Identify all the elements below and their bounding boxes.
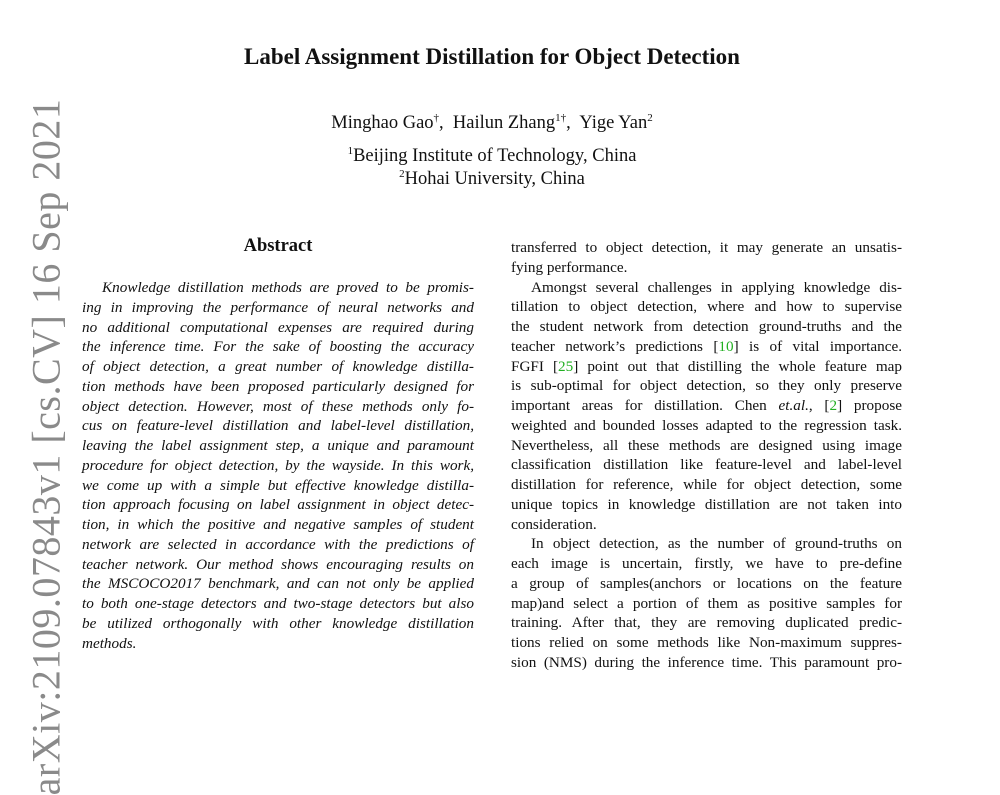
body-line bbox=[511, 337, 902, 357]
abstract-heading: Abstract bbox=[243, 236, 313, 256]
body-line bbox=[511, 534, 902, 554]
body-line bbox=[511, 613, 902, 633]
abstract-line: cus on feature-level distillation and label-level distillation, bbox=[82, 417, 474, 435]
body-line bbox=[511, 574, 902, 594]
body-line bbox=[511, 455, 902, 475]
abstract-line: tion, in which the positive and negative samples of student bbox=[82, 516, 474, 533]
text-segment: tillation to object detection, where and how to supervise bbox=[511, 298, 902, 316]
affiliation-name: Beijing Institute of Technology, China bbox=[353, 146, 637, 167]
text-segment: teacher network’s predictions [ bbox=[511, 337, 719, 355]
text-segment: sion (NMS) during the inference time. This paramount pro- bbox=[511, 653, 902, 671]
body-line bbox=[511, 357, 902, 377]
author-name: Hailun Zhang bbox=[452, 113, 556, 134]
arxiv-identifier: arXiv:2109.07843v1 [cs.CV] 16 Sep 2021 bbox=[23, 98, 69, 795]
body-line bbox=[511, 238, 902, 258]
abstract-line: tion methods have been proposed particularly designed for bbox=[82, 377, 474, 395]
text-segment: Amongst several challenges in applying knowledge dis- bbox=[531, 278, 902, 296]
body-line bbox=[511, 475, 902, 495]
author-name: Minghao Gao bbox=[331, 113, 434, 134]
text-segment: important areas for distillation. Chen bbox=[511, 397, 779, 414]
citation-link[interactable]: 10 bbox=[718, 337, 734, 355]
body-line bbox=[511, 436, 902, 456]
author-mark: † bbox=[433, 112, 440, 124]
text-segment: unique topics in knowledge distillation are not taken into bbox=[511, 495, 902, 513]
body-line bbox=[511, 633, 902, 653]
body-line bbox=[511, 258, 902, 278]
body-line bbox=[511, 317, 902, 337]
abstract-line: ing in improving the performance of neural networks and bbox=[82, 298, 474, 316]
affiliation-name: Hohai University, China bbox=[404, 169, 585, 190]
affiliation-mark: 1 bbox=[347, 145, 354, 157]
text-segment: ] is of vital importance. bbox=[733, 337, 902, 355]
author-mark: 2 bbox=[647, 112, 653, 124]
italic-text: et.al. bbox=[778, 397, 809, 414]
body-line bbox=[511, 554, 902, 574]
abstract-line: be utilized orthogonally with other knowledge distillation bbox=[82, 614, 474, 632]
text-segment: ] propose bbox=[837, 397, 902, 414]
body-line bbox=[511, 653, 902, 673]
citation-link[interactable]: 2 bbox=[829, 397, 838, 414]
author-list: Minghao Gao†, Hailun Zhang$^{1\dagger}$, Yige Yan$^2$ bbox=[331, 112, 653, 134]
text-segment: each image is uncertain, firstly, we have to pre-define bbox=[511, 555, 902, 572]
abstract-line: leaving the label assignment step, a unique and paramount bbox=[82, 437, 474, 454]
abstract-line: methods. bbox=[82, 634, 137, 652]
text-segment: FGFI [ bbox=[511, 357, 559, 375]
body-line bbox=[511, 278, 902, 298]
body-line bbox=[511, 297, 902, 317]
text-segment: consideration. bbox=[511, 515, 597, 533]
text-segment: In object detection, as the number of ground-truths on bbox=[531, 535, 902, 553]
text-segment: the student network from detection ground-truths and the bbox=[511, 318, 902, 335]
abstract-line: we come up with a simple but effective knowledge distilla- bbox=[82, 476, 474, 494]
text-segment: ] point out that distilling the whole feature map bbox=[573, 357, 903, 375]
text-segment: map)and select a portion of them as positive samples for bbox=[511, 594, 902, 612]
abstract-line: no additional computational expenses are required during bbox=[82, 318, 474, 336]
text-segment: classification distillation like feature-level and label-level bbox=[511, 456, 902, 474]
text-segment: training. After that, they are removing duplicated predic- bbox=[511, 614, 902, 632]
abstract-line: the inference time. For the sake of boosting the accuracy bbox=[82, 338, 474, 356]
abstract-line: tion approach focusing on label assignment in object detec- bbox=[82, 496, 474, 514]
abstract-line: the MSCOCO2017 benchmark, and can not only be applied bbox=[82, 575, 474, 593]
text-segment: fying performance. bbox=[511, 258, 628, 276]
author-mark: 1† bbox=[555, 112, 567, 124]
body-line bbox=[511, 495, 902, 515]
paper-title: Label Assignment Distillation for Object Detection bbox=[244, 44, 740, 69]
text-segment: , [ bbox=[808, 397, 830, 414]
body-line bbox=[511, 376, 902, 396]
body-line bbox=[511, 416, 902, 436]
text-segment: distillation for reference, while for object detection, some bbox=[511, 476, 902, 493]
text-segment: tions relied on some methods like Non-maximum suppres- bbox=[511, 634, 902, 651]
abstract-line: of object detection, a great number of knowledge distilla- bbox=[82, 358, 474, 375]
text-segment: transferred to object detection, it may generate an unsatis- bbox=[511, 239, 902, 256]
abstract-line: to both one-stage detectors and two-stage detectors but also bbox=[82, 595, 474, 612]
abstract-line: teacher network. Our method shows encouraging results on bbox=[82, 555, 474, 573]
text-segment: is sub-optimal for object detection, so they only preserve bbox=[511, 377, 902, 395]
abstract-line: procedure for object detection, by the wayside. In this work, bbox=[82, 456, 474, 474]
text-segment: Nevertheless, all these methods are designed using image bbox=[511, 436, 902, 454]
affiliation bbox=[0, 145, 984, 167]
body-line bbox=[511, 396, 902, 416]
body-line bbox=[511, 594, 902, 614]
affiliation bbox=[0, 168, 984, 190]
abstract-line: Knowledge distillation methods are proved to be promis- bbox=[102, 279, 474, 296]
abstract-line: network are selected in accordance with the predictions of bbox=[82, 535, 474, 553]
abstract-line: object detection. However, most of these methods only fo- bbox=[82, 397, 474, 415]
affiliation-mark: 2 bbox=[399, 168, 405, 180]
text-segment: a group of samples(anchors or locations on the feature bbox=[511, 574, 902, 592]
author-name: Yige Yan bbox=[579, 113, 648, 134]
body-line bbox=[511, 515, 902, 535]
citation-link[interactable]: 25 bbox=[558, 357, 574, 375]
text-segment: weighted and bounded losses adapted to the regression task. bbox=[511, 416, 902, 434]
